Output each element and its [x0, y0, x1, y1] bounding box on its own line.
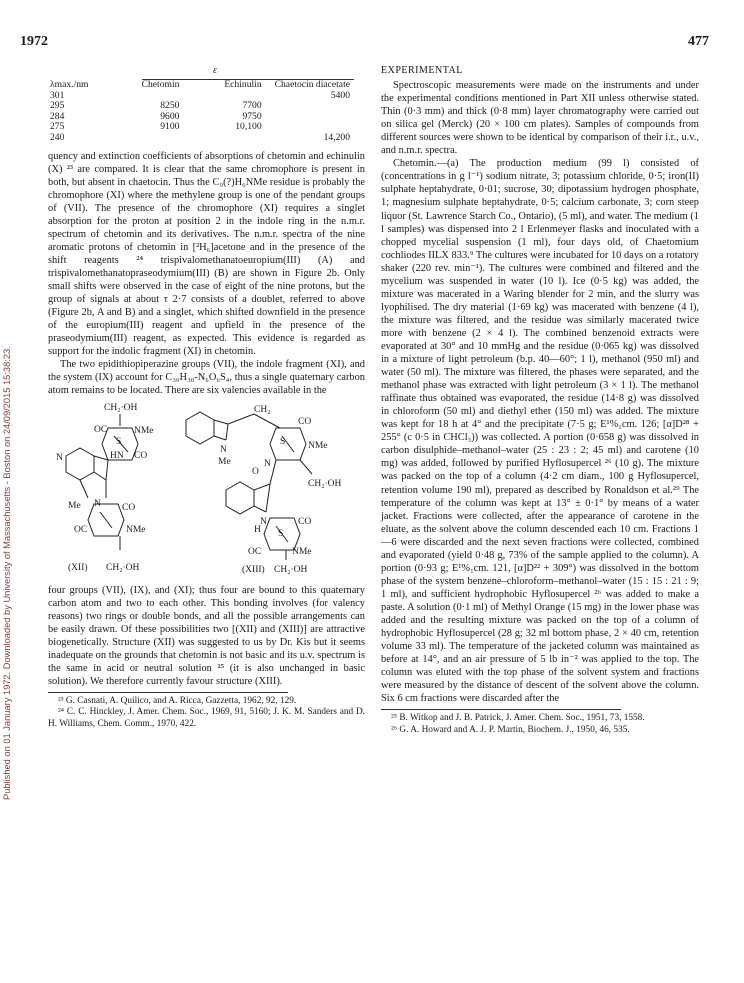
table-header-cell: Echinulin	[224, 79, 262, 91]
table-cell: 295	[50, 100, 65, 112]
table-row	[50, 112, 350, 123]
body-paragraph: four groups (VII), (IX), and (XI); thus four are bound to this quaternary carbon atom and two to each other. This bonding involves (for valency reasons) two rings or double bonds, and all the possible arrangements can be easily drawn. Of these possibilities two [(XII) and (XIII)] are attractive biogenetically. Structure (XII) was suggested to us by Dr. Kis but it seems inadequate on the grounds that chetomin is not basic and its u.v. spectrum is the same in acid or neutral solution ²⁵ (it is also unchanged in basic solution). We therefore currently favour structure (XIII).	[48, 584, 365, 687]
label-xiii: (XIII)	[242, 564, 265, 575]
label-s: S	[280, 436, 286, 447]
structure-xii-labels	[56, 403, 154, 573]
label-nme: NMe	[292, 546, 312, 557]
body-paragraph: Chetomin.—(a) The production medium (99 l) consisted of (concentrations in g l⁻¹) sodium nitrate, 3; potassium chloride, 0·5; iron(II) sulphate heptahydrate, 0·01; sucrose, 30; dipotassium hydrogen phosphate, 1; magnesium sulphate heptahydrate, 0·5; calcium carbonate, 3; corn steep liquor (St. Lawrence Starch Co., Ontario), (5 ml), and water. The medium (1 l samples) was dispensed into 2 l Erlenmeyer flasks and inoculated with a chopped mycelial suspension (1 ml), four days old, of Chaetomium cochliodes IILX 833.⁹ The cultures were incubated for 10 days on a rotatory shaker (220 rev. min⁻¹). The cultures were combined and filtered and the mycelium was suspended in water (10 l). Ice (0·5 kg) was added, the mixture was macerated in a Waring blender for 2 min, and the slurry was lyophilised. The dry material (1·69 kg) was macerated with benzene (4 l), the mixture was filtered, and the residue was similarly macerated twice more with benzene (2 × 4 l). The combined benzenoid extracts were evaporated at 30° and 10 mmHg and the residue (0·065 kg) was dissolved in a mixture of light petroleum (b.p. 40—60°; 1 l), methanol (950 ml) and water (50 ml). The mixture was filtered, the phases were separated, and the methanol phase was extracted with light petroleum (3 × 1 l). The methanol raffinate thus obtained was evaporated, the residue (14·8 g) was dissolved in chloroform (50 ml) and diethyl ether (150 ml) was added. The mixture was kept for 18 h at 4° and the precipitate (7·5 g; E¹%₁cm. 126; [α]D²⁸ + 255° (c 0·5 in CHCl₃)) was collected. A portion (0·658 g) was dissolved in carbon disulphide–methanol–water (25 : 23 : 2; 45 ml) and carotene (10 mg) was added, followed by purified Hyflosupercel ²⁶ (10 g). The mixture was packed on the top of a column (4·2 cm diam., 100 g Hyflosupercel, retention volume 190 ml), prepared as described by Ronaldson et al.²⁹ The temperature of the column was kept at 13° ± 0·1° by means of a water jacket. Fractions were collected, after the appearance of carotene in the eluate, as the solvent above the column descended each 10 cm. Fractions 1—6 were discarded and the next seven fractions were collected, combined and evaporated (yield 0·48 g, 73% of the sample applied to the column). A portion (0·93 g; E¹%₁cm. 121, [α]D²² + 309°) was dissolved in the bottom phase of the system benzene–chloroform–methanol–water (15 : 15 : 21 : 9; 1 ml), and sufficient hydrophobic Hyflosupercel ²⁶ was added to make a paste. A solution (0·1 ml) of Methyl Orange (15 mg) in the lower phase was added and the resulting mixture was packed on the top of a column of hydrophobic Hyflosupercel (28 g; 32 ml bottom phase, 2 × 40 cm, retention volume 33 ml). The temperature of the jacketed column was maintained as before at 14°, and an air pressure of 5 lb in⁻² was applied to the top. The column was eluted with the top phase of the solvent system and fractions were measured by the distance of descent of the solvent above the column. Six 6 cm fractions were discarded after the	[381, 158, 699, 705]
table-cell: 301	[50, 89, 65, 101]
label-o: O	[252, 466, 259, 477]
table-cell: 275	[50, 121, 65, 133]
table-header-cell: Chetomin	[141, 79, 180, 91]
right-column	[381, 64, 699, 736]
body-paragraph: Spectroscopic measurements were made on the instruments and under the experimental conditions mentioned in Part XII unless otherwise stated. Thin (0·3 mm) and thick (0·8 mm) layer chromatography were carried out on silica gel (Merck) (20 × 100 cm plates). Samples of compounds from different sources were shown to be identical by comparison of their i.r., u.v., and n.m.r. spectra.	[381, 80, 699, 157]
section-heading: EXPERIMENTAL	[381, 65, 463, 76]
structure-xiii	[186, 412, 312, 560]
footnote: ²³ G. Casnati, A. Quilico, and A. Ricca, Gazzetta, 1962, 92, 129.	[58, 695, 297, 706]
label-ch2: CH₂	[254, 404, 271, 415]
label-n: N	[264, 458, 271, 469]
table-cell	[179, 133, 261, 144]
table-row	[50, 122, 350, 133]
table-cell	[118, 133, 180, 144]
footnote: ²⁵ B. Witkop and J. B. Patrick, J. Amer. Chem. Soc., 1951, 73, 1558.	[391, 713, 645, 724]
label-oc: OC	[94, 424, 108, 435]
label-me: Me	[68, 500, 81, 511]
label-n: N	[260, 516, 267, 527]
label-nme: NMe	[134, 425, 154, 436]
footnotes-right	[381, 709, 699, 736]
table-cell	[262, 101, 350, 112]
table-row	[50, 101, 350, 112]
body-paragraph: quency and extinction coefficients of absorptions of chetomin and echinulin (X) ²³ are compared. It is clear that the same chromophore is present in both, but absent in chaetocin. Thus the C₉(?)H₆NMe residue is probably the chromophore (XI) where the methylene group is one of the pendant groups of (VII). The presence of the chromophore (XI) requires a singlet absorption for the proton at position 2 in the indole ring in the n.m.r. spectrum of chetomin and its derivatives. The n.m.r. spectra of the nine aromatic protons of chetomin in [²H₆]acetone and in the presence of the shift reagents ²⁴ trispivalomethanatoeuropium(III) (A) and trispivalomethanatopraseodymium(III) (B) are shown in Figure 2b. Only small shifts were observed in the case of eight of the nine protons, but the group of signals at about τ 2·7 consists of a doublet, referred to above (Figure 2b, A and B) and a singlet, which shifted downfield in the presence of the europium(III) reagent and upfield in the presence of the praseodymium(III) reagent, as expected. This evidence is regarded as support for the indolic fragment (XI) in chetomin.	[48, 150, 365, 358]
table-row	[50, 133, 350, 144]
label-co: CO	[298, 416, 312, 427]
label-co: CO	[298, 516, 312, 527]
footnotes-left	[48, 692, 365, 731]
label-xii: (XII)	[68, 562, 88, 573]
table-body	[50, 80, 350, 144]
label-hn: HN	[110, 450, 124, 461]
table-header-cell: Chaetocin diacetate	[274, 79, 350, 91]
table-cell: 10,100	[235, 121, 262, 133]
footnote: ²⁴ C. C. Hinckley, J. Amer. Chem. Soc., 1969, 91, 5160; J. K. M. Sanders and D. H. Williams, Chem. Comm., 1970, 422.	[48, 707, 365, 729]
table-cell: 7700	[242, 100, 262, 112]
download-watermark	[2, 140, 14, 800]
table-cell: 9600	[160, 110, 180, 122]
table-cell: 8250	[160, 100, 180, 112]
table-cell	[262, 112, 350, 123]
structure-figure	[48, 400, 365, 582]
table-header-row	[50, 80, 350, 91]
label-ch2oh: CH₂·OH	[104, 402, 138, 413]
table-cell: 240	[50, 132, 65, 144]
label-ch2oh: CH₂·OH	[106, 562, 140, 573]
table-cell: 5400	[330, 89, 350, 101]
footnote-rule	[48, 692, 288, 693]
label-n: N	[220, 444, 227, 455]
label-oc: OC	[248, 546, 262, 557]
download-watermark-text: Published on 01 January 1972. Downloaded by University of Massachusetts - Boston on 24/09/2015 15:38:23.	[2, 346, 12, 800]
label-ch2oh: CH₂·OH	[308, 478, 342, 489]
label-oc: OC	[74, 524, 88, 535]
epsilon-label: ε	[213, 65, 217, 76]
label-nme: NMe	[308, 440, 328, 451]
table-cell: 14,200	[323, 132, 350, 144]
label-s: S	[116, 436, 122, 447]
table-cell: 9750	[242, 110, 262, 122]
label-nme: NMe	[126, 524, 146, 535]
label-h: H	[254, 524, 261, 535]
table-cell: 9100	[160, 121, 180, 133]
table-header-cell: λmax./nm	[50, 79, 89, 91]
label-me: Me	[218, 456, 231, 467]
footnote-rule	[381, 709, 621, 710]
left-column	[48, 64, 365, 730]
label-s: S	[278, 528, 284, 539]
label-n: N	[56, 452, 63, 463]
label-ch2oh: CH₂·OH	[274, 564, 308, 575]
label-co: CO	[122, 502, 136, 513]
body-paragraph: The two epidithiopiperazine groups (VII), the indole fragment (XI), and the system (IX) account for C₃₀H₃₀-N₆O₆S₄, thus a single quaternary carbon atom remains to be located. There are six valencies available in the	[48, 359, 365, 397]
table-cell: 284	[50, 110, 65, 122]
table-row	[50, 91, 350, 102]
extinction-table	[50, 64, 365, 144]
page-number-right: 477	[688, 34, 709, 49]
page-number-left: 1972	[20, 34, 48, 49]
label-n: N	[94, 498, 101, 509]
label-co: CO	[134, 450, 148, 461]
footnote: ²⁶ G. A. Howard and A. J. P. Martin, Biochem. J., 1950, 46, 535.	[391, 724, 630, 735]
